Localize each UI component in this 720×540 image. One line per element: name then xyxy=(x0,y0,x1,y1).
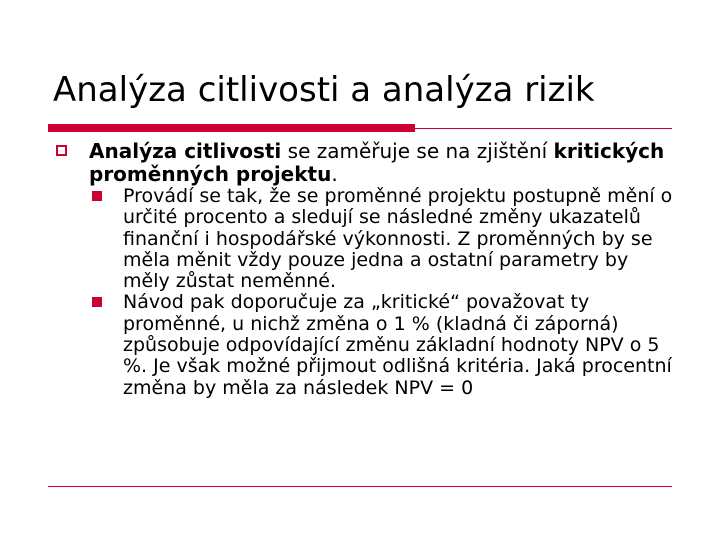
sub-point-text: Návod pak doporučuje za „kritické“ považovat ty proměnné, u nichž změna o 1 % (kladná či záporná) způsobuje odpovídající změnu základní hodnoty NPV o 5 %. Je však možné přijmout odlišná kritéria. Jaká procentní změna by měla za následek NPV = 0 xyxy=(123,291,672,399)
filled-square-icon xyxy=(92,191,102,201)
slide-content xyxy=(56,140,676,399)
title-underline-accent xyxy=(48,124,415,132)
hollow-square-icon xyxy=(56,145,67,156)
main-point-term: Analýza citlivosti xyxy=(89,139,282,163)
footer-rule xyxy=(48,486,672,487)
filled-square-icon xyxy=(92,297,102,307)
main-point-period: . xyxy=(331,162,338,186)
title-underline-rule xyxy=(415,128,672,129)
main-point-text: se zaměřuje se na zjištění xyxy=(281,139,554,163)
main-point-emphasis: kritických proměnných projektu xyxy=(89,139,665,186)
sub-bullet-point xyxy=(56,186,676,292)
main-bullet-point xyxy=(56,140,676,186)
sub-point-text: Provádí se tak, že se proměnné projektu postupně mění o určité procento a sledují se následné změny ukazatelů finanční i hospodářské výkonnosti. Z proměnných by se měla měnit vždy pouze jedna a ostatní parametry by měly zůstat neměnné. xyxy=(123,185,673,293)
slide-title: Analýza citlivosti a analýza rizik xyxy=(53,70,595,110)
sub-bullet-point xyxy=(56,292,676,398)
